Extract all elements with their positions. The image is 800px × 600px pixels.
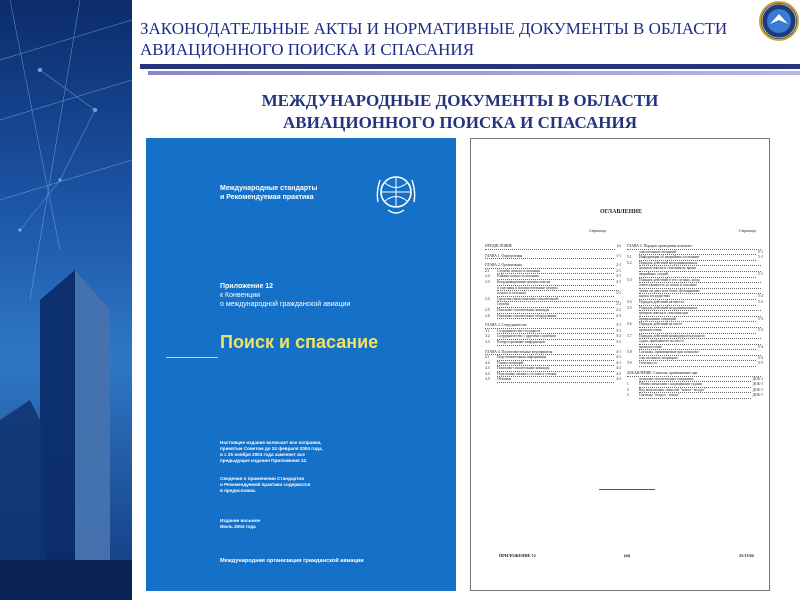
cover-note-line: и с 25 ноября 2004 года заменяет все xyxy=(220,452,305,457)
cover-annex-title: Приложение 12 xyxy=(220,283,274,290)
toc-entry-title: Подготовка личного состава и учения xyxy=(497,372,614,378)
toc-entry-number: 1 xyxy=(627,382,629,387)
toc-entry-number: 3 xyxy=(627,393,629,398)
toc-entry-page: 5-1 xyxy=(758,255,763,260)
toc-entry-page: ДОБ-1 xyxy=(752,376,763,381)
toc-entry-title: Сотрудничество с другими службами xyxy=(497,334,614,340)
toc-entry-title: центров поиска и спасания при xyxy=(639,311,761,317)
toc-entry-number: 3.3 xyxy=(485,339,490,344)
toc-entry-number: 5.1 xyxy=(627,255,632,260)
toc-entry-title: Планы операций xyxy=(497,361,614,367)
cover-title-rule xyxy=(166,357,218,358)
toc-entry-page: 4-1 xyxy=(616,349,621,354)
header-divider xyxy=(140,64,800,69)
toc-page-label-right: Страница xyxy=(739,229,756,233)
toc-entry-page: ДОБ-1 xyxy=(752,382,763,387)
emblem-icon xyxy=(758,0,800,42)
toc-entry-page: 4-1 xyxy=(616,360,621,365)
header-divider-accent xyxy=(148,71,800,75)
toc-entry-page: ДОБ-1 xyxy=(752,393,763,398)
toc-entry-page: 2-1 xyxy=(616,279,621,284)
cover-series xyxy=(220,184,360,202)
toc-entry-title: Службы поиска и спасания xyxy=(497,269,614,275)
toc-footer-date: 25/11/04 xyxy=(739,553,754,558)
toc-entry xyxy=(485,340,621,346)
toc-entry-title: лежит на двух или более Договариваю- xyxy=(639,289,761,295)
toc-entry-title: ответственность за поиск и спасание xyxy=(639,283,761,289)
toc-entry-title: Координационные центры поиска xyxy=(497,280,614,286)
cover-note-line: и Рекомендуемой практики содержатся xyxy=(220,482,311,487)
toc-entry-title: Поисково-спасательные команды xyxy=(497,366,614,372)
toc-entry-title: поисково-спасательных операциях xyxy=(639,377,751,383)
toc-entry xyxy=(627,393,763,399)
toc-entry-page: 5-2 xyxy=(758,299,763,304)
toc-entry-page: 5-4 xyxy=(758,344,763,349)
toc-entry xyxy=(485,244,621,250)
icao-logo-icon xyxy=(368,162,424,226)
section-heading xyxy=(200,90,720,134)
toc-entry-title: Информация об аварийном состоянии xyxy=(639,255,756,261)
cover-note-line: Настоящее издание включает все поправки, xyxy=(220,440,322,445)
cover-annex-block xyxy=(220,282,420,309)
toc-entry-number: 2.4 xyxy=(485,296,490,301)
toc-entry xyxy=(485,254,621,260)
cover-organization: Международная организация гражданской авиации xyxy=(220,558,364,564)
toc-entry-title: Обломки xyxy=(497,377,614,383)
cover-edition xyxy=(220,518,260,530)
toc-left-column xyxy=(485,240,621,383)
toc-entry-title: Сигналы, применяемые при поисково- xyxy=(639,350,761,356)
toc-entry-title: Подготовительная информация xyxy=(497,355,614,361)
toc-entry-page: 2-1 xyxy=(616,268,621,273)
toc-entry-title: Поисково-спасательные команды xyxy=(497,308,614,314)
cover-annex-line3: о международной гражданской авиации xyxy=(220,301,351,308)
toc-entry-page: 5-4 xyxy=(758,355,763,360)
toc-entry-number: 2.2 xyxy=(485,274,490,279)
toc-entry-title: Порядок действий командира воздушного xyxy=(639,334,761,340)
table-of-contents-page xyxy=(470,138,770,591)
toc-entry-page: 5-1 xyxy=(758,271,763,276)
toc-entry-title: Сотрудничество государств xyxy=(497,329,614,335)
toc-entry-page: 5-1 xyxy=(758,249,763,254)
cover-series-line1: Международные стандарты xyxy=(220,185,318,192)
toc-entry-number: 5.3 xyxy=(627,277,632,282)
toc-entry-page: 5-3 xyxy=(758,316,763,321)
cover-edition-line: Издание восьмое xyxy=(220,518,261,523)
slide-title-line2: АВИАЦИОННОГО ПОИСКА И СПАСАНИЯ xyxy=(140,40,475,59)
toc-entry-title: ДОБАВЛЕНИЕ. Сигналы, применяемые при xyxy=(627,371,761,377)
toc-entry-title: ГЛАВА 3. Сотрудничество xyxy=(485,323,614,329)
cover-edition-note xyxy=(220,440,340,464)
toc-entry-title: Поисково-спасательное оборудование xyxy=(497,314,614,320)
toc-entry-title: Порядок действий на месте xyxy=(639,322,761,328)
cover-application-note xyxy=(220,476,340,494)
toc-entry-number: 4.5 xyxy=(485,377,490,382)
toc-entry-number: 5.6 xyxy=(627,322,632,327)
city-skyline-graphic xyxy=(0,0,132,600)
toc-entry-page: 5-5 xyxy=(758,361,763,366)
toc-entry-title: ГЛАВА 5. Порядок проведения поисково- xyxy=(627,244,761,250)
toc-entry-page: 4-2 xyxy=(616,366,621,371)
toc-entry-number: 5.7 xyxy=(627,333,632,338)
toc-entry-title: ГЛАВА 2. Организация xyxy=(485,263,614,269)
toc-entry xyxy=(485,314,621,320)
document-cover-image xyxy=(146,138,456,591)
decorative-side-panel xyxy=(0,0,132,600)
toc-entry-title: происшествия xyxy=(639,328,756,334)
toc-entry-page: 3-2 xyxy=(616,334,621,339)
toc-footer-page: (iii) xyxy=(624,553,631,558)
toc-entry-title: спасательных операциях xyxy=(639,356,756,362)
toc-entry-title: аварийных стадий xyxy=(639,272,756,278)
toc-entry-page: ДОБ-1 xyxy=(752,387,763,392)
toc-entry-number: 4.2 xyxy=(485,360,490,365)
toc-entry-page: 3-1 xyxy=(616,328,621,333)
toc-entry-number: 2.6 xyxy=(485,313,490,318)
cover-note-line: Сведения о применении Стандартов xyxy=(220,476,305,481)
cover-main-title: Поиск и спасание xyxy=(220,332,379,352)
toc-entry-page: 2-1 xyxy=(616,274,621,279)
toc-entry-page: 4-2 xyxy=(616,371,621,376)
toc-entry-title: поиска и спасания xyxy=(497,291,614,297)
toc-entry-title: Порядок действий координационных xyxy=(639,306,761,312)
toc-entry-number: 5.2 xyxy=(627,260,632,265)
toc-footer-annex: ПРИЛОЖЕНИЕ 12 xyxy=(499,553,536,558)
toc-entry-page: 1-1 xyxy=(616,253,621,258)
toc-entry-page: 4-1 xyxy=(616,355,621,360)
section-heading-line2: АВИАЦИОННОГО ПОИСКА И СПАСАНИЯ xyxy=(283,113,637,132)
slide-title-line1: ЗАКОНОДАТЕЛЬНЫЕ АКТЫ И НОРМАТИВНЫЕ ДОКУМЕНТЫ В ОБЛАСТИ xyxy=(140,19,728,38)
toc-entry-number: 2.1 xyxy=(485,268,490,273)
toc-entry-page: 2-3 xyxy=(616,313,621,318)
toc-entry-number: 4.3 xyxy=(485,366,490,371)
toc-page-label-left: Страница xyxy=(589,229,606,233)
toc-entry-title: щихся государствах xyxy=(639,294,756,300)
section-heading-line1: МЕЖДУНАРОДНЫЕ ДОКУМЕНТЫ В ОБЛАСТИ xyxy=(261,91,659,110)
cover-note-line: предыдущие издания Приложения 12. xyxy=(220,458,308,463)
toc-entry xyxy=(627,361,763,367)
toc-entry-title: Районы поиска и спасания xyxy=(497,274,614,280)
toc-entry-title: прекращении операций xyxy=(639,317,756,323)
toc-entry-title: службы xyxy=(497,302,614,308)
toc-entry-number: 5.9 xyxy=(627,361,632,366)
toc-entry-title: ГЛАВА 1. Определения xyxy=(485,254,614,260)
slide-title xyxy=(140,18,740,60)
toc-right-column xyxy=(627,240,763,399)
toc-entry-title: Отчетность xyxy=(639,361,756,367)
toc-entry-title: Средства связи поисково-спасательной xyxy=(497,297,619,303)
cover-note-line: принятые Советом до 24 февраля 2004 года, xyxy=(220,446,323,451)
toc-entry-title: и спасания и вспомогательные центры xyxy=(497,286,619,292)
toc-entry xyxy=(485,377,621,383)
toc-entry-page: 5-2 xyxy=(758,294,763,299)
toc-entry-title: центров поиска и спасания во время xyxy=(639,266,761,272)
toc-end-rule xyxy=(599,489,655,490)
cover-edition-line: Июль 2004 года xyxy=(220,524,256,529)
toc-entry-title: Обмен сигналами с надводными судами xyxy=(639,382,751,388)
toc-entry-title: ГЛАВА 4. Подготовительные мероприятия xyxy=(485,350,614,356)
toc-entry-page: 3-2 xyxy=(616,339,621,344)
toc-entry-page: (v) xyxy=(616,244,621,248)
toc-entry-page: 4-2 xyxy=(616,377,621,382)
toc-entry-page: 5-3 xyxy=(758,327,763,332)
toc-entry-title: Порядок действий в тех случаях, когда xyxy=(639,278,761,284)
toc-entry-number: 4.1 xyxy=(485,355,490,360)
toc-entry-title: Распространение информации xyxy=(497,340,614,346)
toc-entry-page: 3-1 xyxy=(616,323,621,328)
toc-entry-number: 5.5 xyxy=(627,305,632,310)
cover-series-line2: и Рекомендуемая практика xyxy=(220,194,314,201)
toc-entry-title: судна, прибывшего на место xyxy=(639,339,761,345)
toc-entry-page: 2-1 xyxy=(616,291,621,296)
toc-entry-page: 2-1 xyxy=(616,263,621,268)
toc-entry-title: Порядок действий на местах xyxy=(639,300,756,306)
cover-annex-line2: к Конвенции xyxy=(220,292,261,299)
toc-entry-number: 2.5 xyxy=(485,307,490,312)
toc-entry-number: 3.1 xyxy=(485,328,490,333)
toc-entry-number: 2.3 xyxy=(485,279,490,284)
toc-entry-page: 2-2 xyxy=(616,307,621,312)
toc-entry-title: Порядок действий координационных xyxy=(639,261,761,267)
toc-entry-number: 4.4 xyxy=(485,371,490,376)
toc-entry-title: Код визуальных сигналов "земля - воздух" xyxy=(639,388,751,394)
cover-note-line: в предисловии. xyxy=(220,488,256,493)
toc-entry-number: 3.2 xyxy=(485,334,490,339)
toc-heading: ОГЛАВЛЕНИЕ xyxy=(600,209,642,215)
toc-entry-title: происшествия xyxy=(639,345,756,351)
toc-entry-title: спасательных операций xyxy=(639,250,756,256)
toc-entry-title: ПРЕДИСЛОВИЕ xyxy=(485,244,615,250)
toc-entry-number: 2 xyxy=(627,387,629,392)
toc-entry-title: Сигналы "воздух - земля" xyxy=(639,393,751,399)
toc-entry-number: 5.4 xyxy=(627,299,632,304)
toc-entry-number: 5.8 xyxy=(627,350,632,355)
toc-entry-page: 2-2 xyxy=(616,302,621,307)
